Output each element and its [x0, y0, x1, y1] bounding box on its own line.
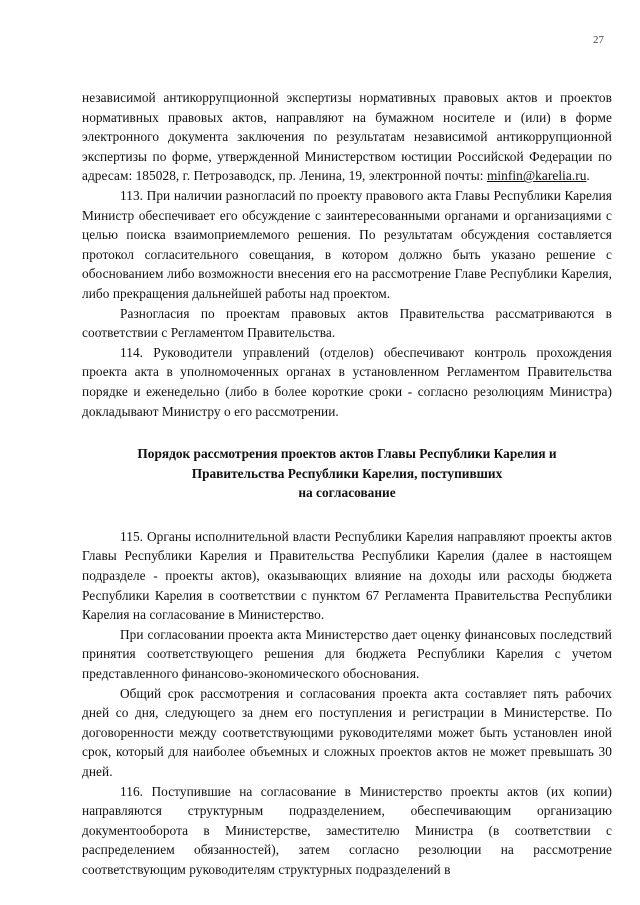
- paragraph-116: 116. Поступившие на согласование в Министерство проекты актов (их копии) направляются структурным подразделением, обеспечивающим организацию документооборота в Министерстве, заместителю Министра (в соответствии с распределением обязанностей), затем согласно резолюции на рассмотрение соответствующим руководителям структурных подразделений в: [82, 783, 612, 877]
- paragraph-115: 115. Органы исполнительной власти Республики Карелия направляют проекты актов Главы Республики Карелия и Правительства Республики Карелия (далее в настоящем подразделе - проекты актов), оказывающих влияние на доходы или расходы бюджета Республики Карелия в соответствии с пунктом 67 Регламента Правительства Республики Карелия на согласование в Министерство.: [82, 528, 612, 623]
- email-link[interactable]: minfin@karelia.ru: [486, 168, 587, 184]
- paragraph-term: Общий срок рассмотрения и согласования проекта акта составляет пять рабочих дней со дня, следующего за днем его поступления и регистрации в Министерстве. По договоренности между соответствующими руководителями может быть установлен иной срок, который для наиболее объемных и сложных проектов актов не может превышать 30 дней.: [82, 685, 612, 779]
- section-heading: [82, 444, 612, 503]
- heading-line-2: Правительства Республики Карелия, поступивших: [191, 465, 503, 481]
- paragraph-114: 114. Руководители управлений (отделов) обеспечивают контроль прохождения проекта акта в уполномоченных органах в установленном Регламентом Правительства порядке и еженедельно (либо в более короткие сроки - согласно резолюциям Министра) докладывают Министру о его рассмотрении.: [82, 344, 612, 419]
- page-number: 27: [593, 34, 604, 46]
- paragraph-113: 113. При наличии разногласий по проекту правового акта Главы Республики Карелия Министр обеспечивает его обсуждение с заинтересованными органами и организациями с целью поиска взаимоприемлемого решения. По результатам обсуждения составляется протокол согласительного совещания, в котором должно быть указано решение с обоснованием либо возможности внесения его на рассмотрение Главе Республики Карелия, либо прекращения дальнейшей работы над проектом.: [82, 187, 612, 301]
- document-body: [82, 88, 612, 880]
- paragraph-text: независимой антикоррупционной экспертизы нормативных правовых актов и проектов нормативных правовых актов, направляют на бумажном носителе и (или) в форме электронного документа заключения по результатам независимой антикоррупционной экспертизы по форме, утвержденной Министерством юстиции Российской Федерации по адресам: 185028, г. Петрозаводск, пр. Ленина, 19, электронной почты:: [82, 90, 612, 184]
- paragraph-disagreements: Разногласия по проектам правовых актов Правительства рассматриваются в соответствии с Регламентом Правительства.: [82, 305, 612, 341]
- paragraph-continuation: [82, 88, 612, 186]
- heading-line-3: на согласование: [298, 485, 396, 501]
- paragraph-assessment: При согласовании проекта акта Министерство дает оценку финансовых последствий принятия соответствующего решения для бюджета Республики Карелия с учетом представленного финансово-экономического обоснования.: [82, 626, 612, 682]
- heading-line-1: Порядок рассмотрения проектов актов Главы Республики Карелия и: [137, 446, 557, 462]
- paragraph-text-end: .: [586, 168, 590, 184]
